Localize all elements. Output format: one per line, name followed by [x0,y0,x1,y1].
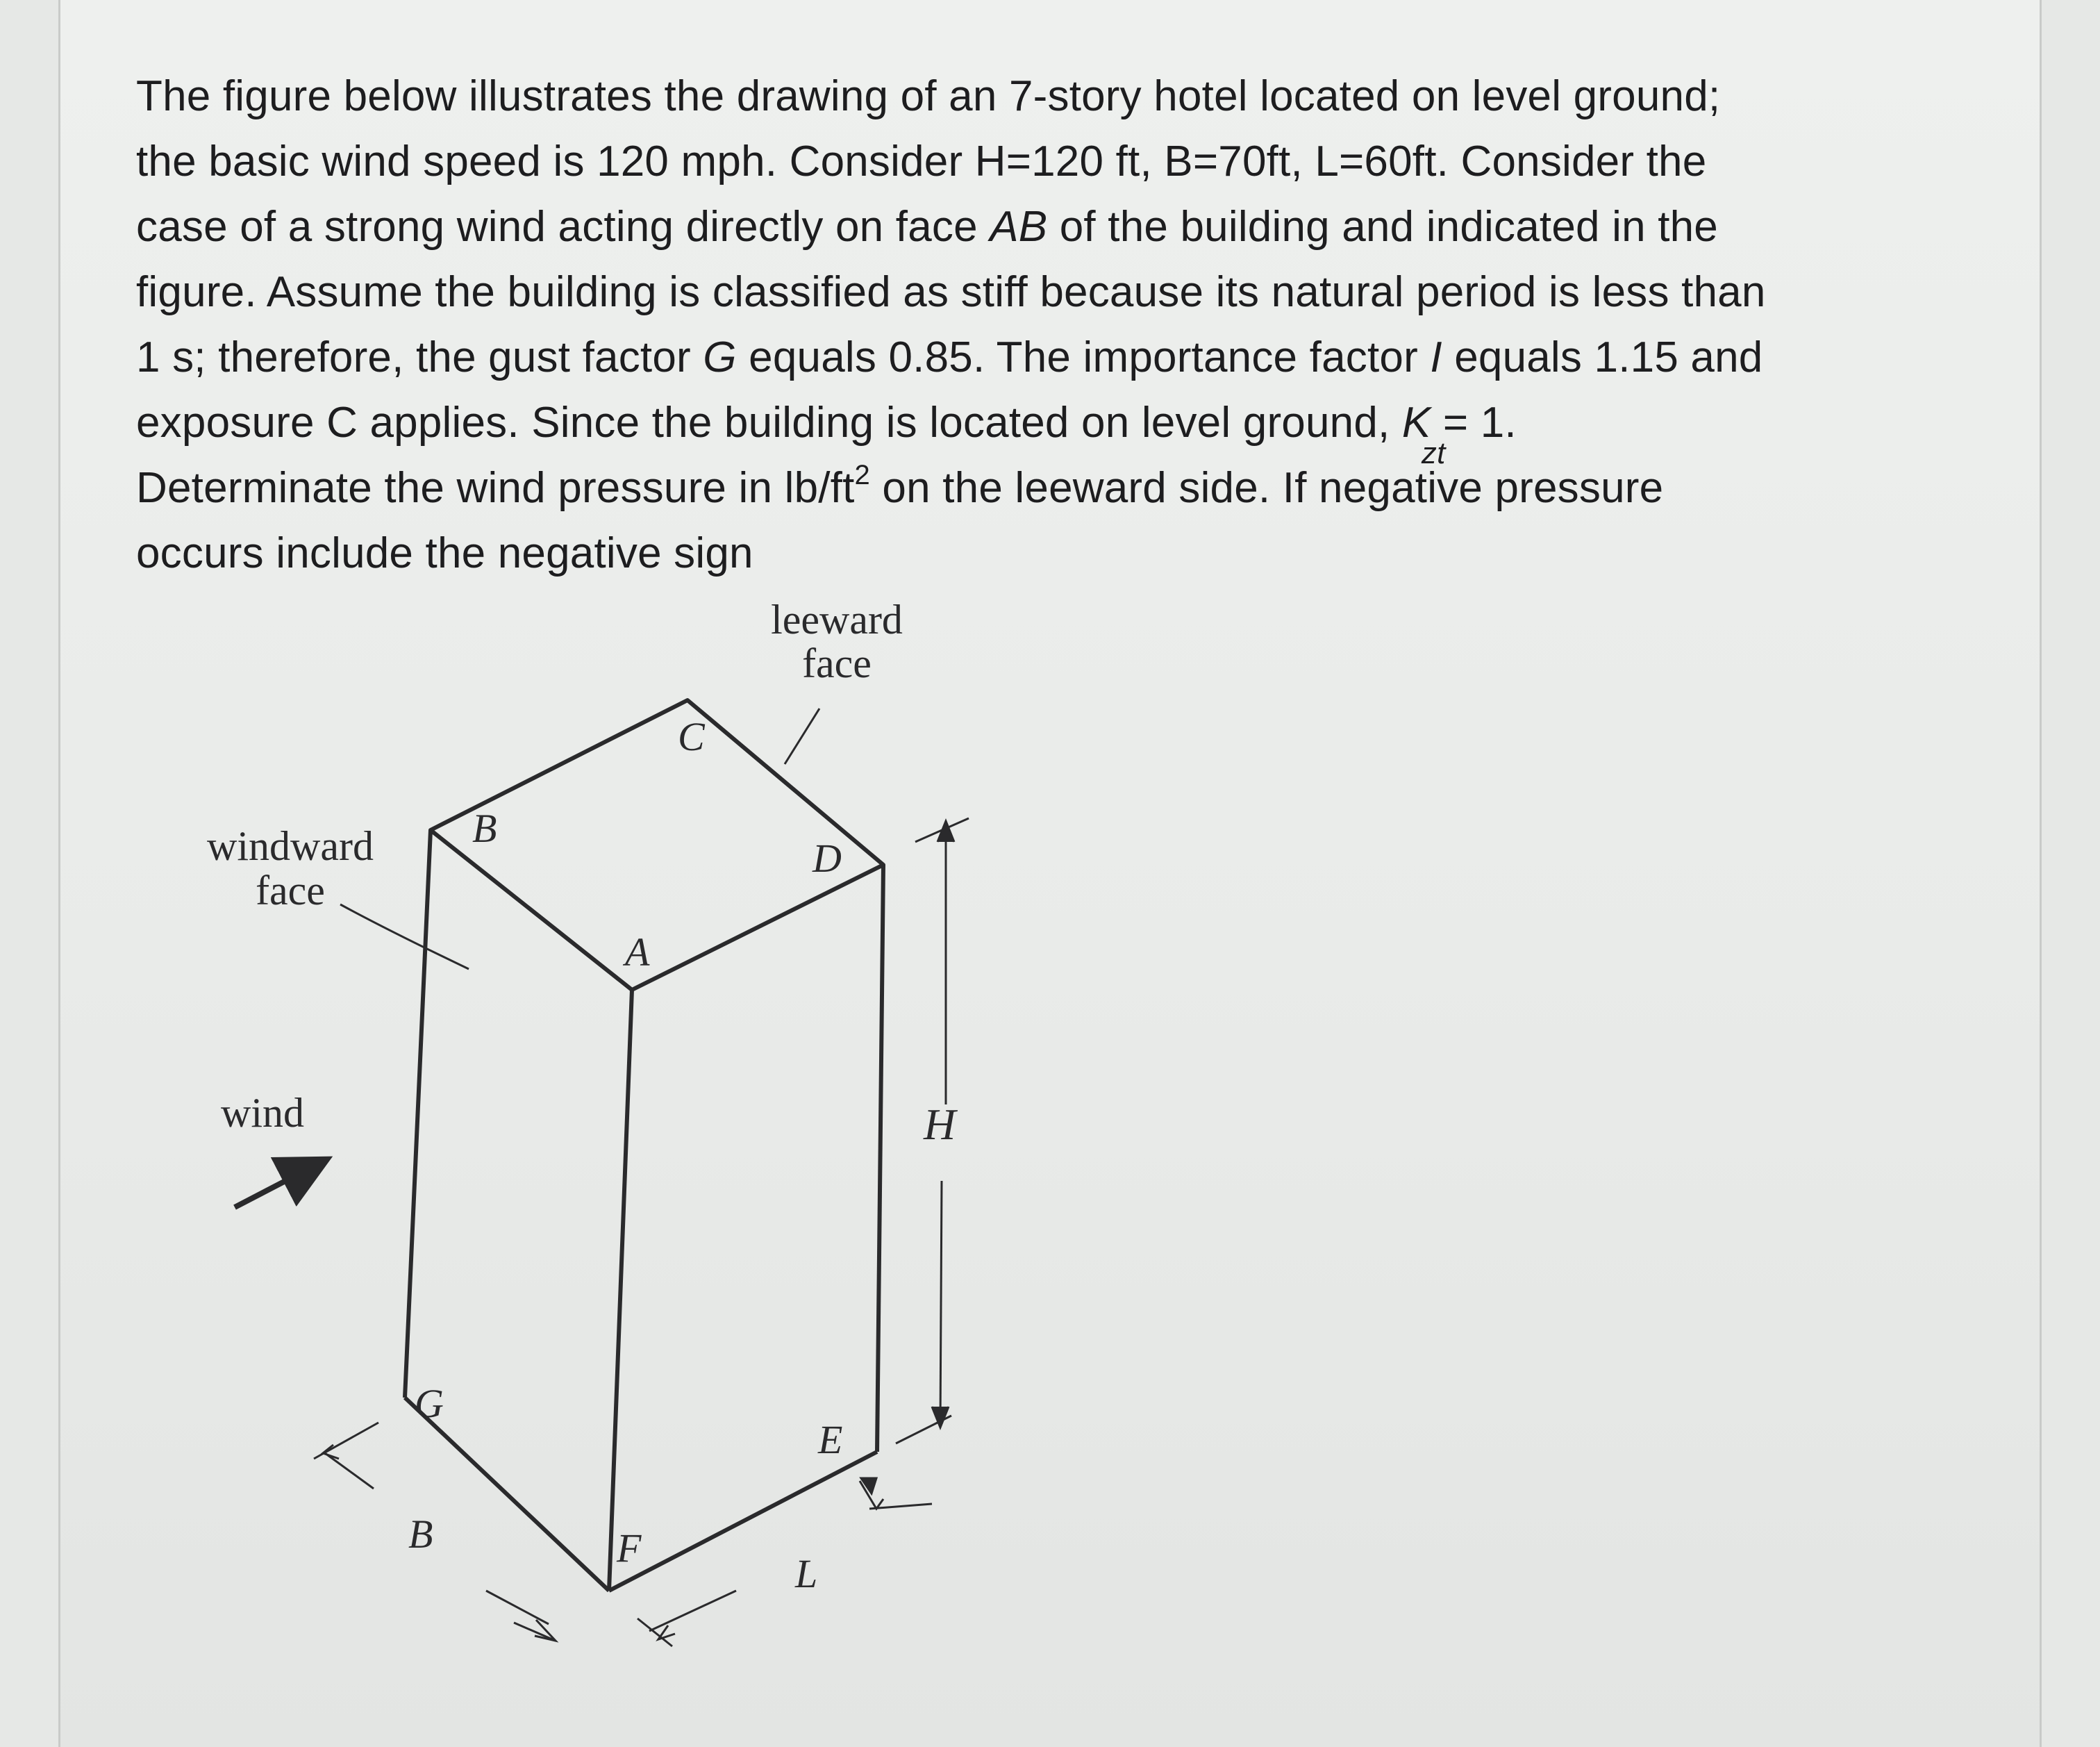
leeward-leader-line [785,709,819,764]
corner-label-a: A [625,929,650,975]
kzt-symbol: K zt [1401,399,1446,470]
edge-de [877,865,883,1452]
dimension-label-h: H [924,1100,956,1149]
windward-face-label: face [256,868,325,913]
problem-line-5: 1 s; therefore, the gust factor G equals 0.85. The importance factor I equals 1.15 and [136,333,1763,381]
wind-arrow-icon [235,1161,323,1207]
edge-bg [405,830,431,1398]
corner-label-c: C [678,714,705,759]
corner-label-f: F [617,1525,642,1571]
problem-line-1: The figure below illustrates the drawing of an 7-story hotel located on level ground; [136,72,1721,120]
leeward-face-label: face [802,640,872,686]
leeward-label: leeward [771,597,903,643]
windward-leader-line [340,904,469,969]
edge-af [609,990,632,1591]
problem-line-2: the basic wind speed is 120 mph. Consider H=120 ft, B=70ft, L=60ft. Consider the [136,138,1707,185]
corner-label-e: E [818,1417,843,1462]
problem-line-4: figure. Assume the building is classified as stiff because its natural period is less than [136,268,1766,316]
corner-label-b: B [472,806,497,851]
corner-label-d: D [812,836,842,881]
corner-label-g: G [415,1381,444,1426]
problem-line-3: case of a strong wind acting directly on face AB of the building and indicated in the [136,203,1718,251]
windward-label: windward [207,823,374,869]
l-dimension [638,1478,932,1646]
problem-line-8: occurs include the negative sign [136,529,753,577]
problem-line-6: exposure C applies. Since the building is located on level ground, K zt = 1. [136,390,1969,456]
b-dimension [314,1423,556,1641]
edge-gf [405,1398,609,1591]
dimension-label-b: B [408,1512,433,1557]
dimension-label-l: L [795,1551,818,1596]
problem-line-7: Determinate the wind pressure in $lb/ft^2$ on the leeward side. If negative pressure [136,460,1664,512]
wind-label: wind [221,1090,304,1136]
edge-fe [609,1452,877,1591]
